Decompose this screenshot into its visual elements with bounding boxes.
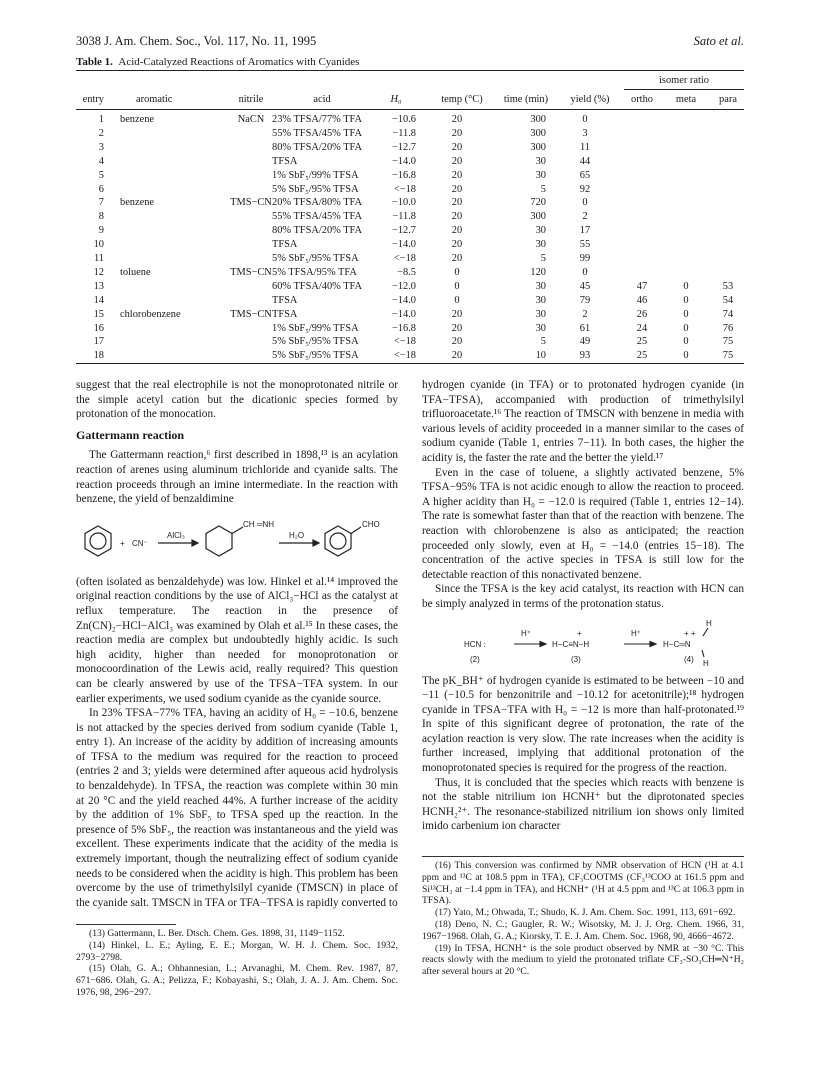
col-header-meta: meta bbox=[675, 94, 697, 105]
hcn-label: HCN : bbox=[464, 639, 486, 649]
bond-icon bbox=[351, 527, 361, 534]
entry-cell: 6 bbox=[98, 183, 104, 195]
entry-cell: 7 bbox=[98, 197, 104, 209]
col-header-nitrile: nitrile bbox=[238, 94, 264, 105]
yield-cell: 79 bbox=[579, 294, 591, 306]
h0-cell: −16.8 bbox=[391, 169, 416, 181]
time-cell: 30 bbox=[535, 239, 546, 251]
entry-cell: 1 bbox=[98, 114, 104, 125]
aromatic-cell: benzene bbox=[120, 114, 155, 125]
compound-number: (2) bbox=[470, 654, 480, 664]
yield-cell: 45 bbox=[579, 280, 591, 292]
proton-label: H⁺ bbox=[521, 628, 531, 638]
entry-cell: 11 bbox=[93, 253, 104, 264]
acid-cell: 20% TFSA/80% TFA bbox=[272, 197, 363, 209]
table-caption bbox=[76, 56, 359, 68]
footnote-rule bbox=[76, 924, 176, 925]
acid-cell: 5% TFSA/95% TFA bbox=[272, 266, 357, 278]
temp-cell: 20 bbox=[451, 253, 463, 264]
h0-cell: −8.5 bbox=[397, 266, 416, 278]
acid-cell: 1% SbF₅/99% TFSA bbox=[272, 169, 359, 181]
time-cell: 30 bbox=[535, 308, 546, 320]
h-atom-label: H bbox=[706, 618, 712, 628]
paragraph: Even in the case of toluene, a slightly activated benzene, 5% TFSA−95% TFA is not acidic enough to allow the reaction to proceed. A higher acidity than H₀ = −12.0 is required (Table 1, entries 12−14). The rate is somewhat faster than that of the reaction with benzene. The reaction with chlorobenzene is also as anticipated; the reaction proceeded only slowly, even at H₀ = −14.0 (entries 15−18). The concentration of the active species in TFSA is still low for the detectable reaction of this nonactivated benzene. bbox=[422, 466, 744, 581]
time-cell: 300 bbox=[530, 141, 546, 153]
proton-label: H⁺ bbox=[631, 628, 641, 638]
yield-cell: 17 bbox=[579, 225, 591, 237]
h0-cell: <−18 bbox=[393, 336, 416, 348]
para-cell: 74 bbox=[722, 308, 734, 320]
col-header-ortho: ortho bbox=[631, 94, 653, 105]
diprotonated-label: H−C═N bbox=[663, 639, 691, 649]
footnotes-left bbox=[76, 928, 398, 999]
temp-cell: 20 bbox=[451, 308, 463, 320]
time-cell: 10 bbox=[535, 350, 546, 362]
reaction-scheme-2 bbox=[422, 612, 744, 674]
temp-cell: 0 bbox=[454, 280, 460, 292]
yield-cell: 92 bbox=[579, 183, 591, 195]
time-cell: 5 bbox=[540, 336, 546, 348]
table-title: Acid-Catalyzed Reactions of Aromatics with Cyanides bbox=[118, 56, 360, 68]
entry-cell: 3 bbox=[98, 141, 104, 153]
footnote-rule bbox=[422, 856, 744, 857]
paragraph: (often isolated as benzaldehyde) was low. Hinkel et al.¹⁴ improved the original reaction conditions by the use of AlCl₃−HCl as the catalyst at reflux temperature. The reaction in the presence of Zn(CN)₂−HCl−AlCl₃ was examined by Olah et al.¹⁵ In these cases, the reaction media are complex but undoubtedly highly acidic. Is such high acidity, higher than needed for monoprotonation or monocoordination of the Lewis acid, really required? This question can be clearly answered by use of the TFSA−TFA system. In our earlier experiments, we used sodium cyanide as the cyanide source. bbox=[76, 575, 398, 705]
acid-cell: 80% TFSA/20% TFA bbox=[272, 225, 363, 237]
bond-icon bbox=[232, 527, 243, 534]
paragraph: In 23% TFSA−77% TFA, having an acidity of H₀ = −10.6, benzene is not attacked by the species derived from sodium cyanide (Table 1, entry 1). An increase of the acidity by addition of increasing amounts of TFSA to the medium was required for the reaction to proceed (entries 2 and 3; yields were determined after aqueous acid hydrolysis to benzaldehyde). In TFSA, the reaction was complete within 30 min at 20 °C and the yield reached 44%. A further increase of the acidity by the addition of 1% SbF₅ to TFSA sped up the reaction. In the presence of 5% SbF₅, the reaction was instantaneous and the yield was excellent. These experiments indicate that the acidity of the media is extremely important, though the neutralizing effect of sodium cyanide needs to be considered when the acidity is high. This problem has been overcome by the use of trimethylsilyl cyanide (TMSCN) in place of the cyanide salt. TMSCN in TFA or TFA−TFSA is rapidly converted to bbox=[76, 707, 398, 909]
temp-cell: 20 bbox=[451, 225, 463, 237]
temp-cell: 20 bbox=[451, 336, 463, 348]
table-row bbox=[76, 225, 744, 236]
h0-cell: <−18 bbox=[393, 183, 416, 195]
yield-cell: 99 bbox=[579, 253, 591, 264]
acid-cell: TFSA bbox=[272, 155, 298, 167]
acid-cell: 23% TFSA/77% TFA bbox=[272, 114, 363, 125]
time-cell: 30 bbox=[535, 322, 546, 334]
col-header-temp: temp (°C) bbox=[441, 94, 483, 105]
entry-cell: 14 bbox=[93, 294, 104, 306]
meta-cell: 0 bbox=[683, 308, 689, 320]
reagent-alcl3: AlCl₃ bbox=[167, 530, 185, 540]
temp-cell: 0 bbox=[454, 294, 460, 306]
table-row bbox=[76, 253, 744, 264]
acid-cell: 60% TFSA/40% TFA bbox=[272, 280, 363, 292]
table-bottom-rule bbox=[76, 363, 744, 364]
table-row bbox=[76, 184, 744, 195]
meta-cell: 0 bbox=[683, 294, 689, 306]
acid-cell: 55% TFSA/45% TFA bbox=[272, 211, 363, 223]
entry-cell: 17 bbox=[93, 336, 104, 348]
temp-cell: 20 bbox=[451, 322, 463, 334]
plus-sign: + bbox=[120, 538, 125, 548]
paragraph: hydrogen cyanide (in TFA) or to protonated hydrogen cyanide (in TFA−TFSA), accompanied with production of trimethylsilyl trifluoroacetate.¹⁶ The reaction of TMSCN with benzene in media with various levels of acidity proceeded in a manner similar to the cases of sodium cyanide (Table 1, entries 7−11). In both cases, the higher the acidity is, the faster the rate and the better the yield.¹⁷ bbox=[422, 379, 744, 464]
table-row bbox=[76, 267, 744, 278]
temp-cell: 20 bbox=[451, 155, 463, 167]
footnote: (16) This conversion was confirmed by NMR observation of HCN (¹H at 4.1 ppm and ¹³C at 108.5 ppm in TFA), CF₃COOTMS (CF₃¹³COO at 161.5 ppm and Si¹³CH₃ at −1.4 ppm in TFA), and HCNH⁺ (¹H at 4.5 ppm and ¹³C at 106.3 ppm in TFSA). bbox=[422, 860, 744, 907]
col-header-aromatic: aromatic bbox=[136, 94, 173, 105]
charge-label: + bbox=[577, 628, 582, 638]
h0-cell: −12.7 bbox=[391, 225, 416, 237]
ortho-cell: 47 bbox=[636, 280, 648, 292]
meta-cell: 0 bbox=[683, 350, 689, 362]
arrow-head-icon bbox=[650, 641, 656, 646]
paragraph: Thus, it is concluded that the species which reacts with benzene is not the stable nitrilium ion HCNH⁺ but the diprotonated species HCNH₂²⁺. The resonance-stabilized nitrilium ion shows only limited imido carbenium ion character bbox=[422, 776, 744, 833]
yield-cell: 49 bbox=[579, 336, 591, 348]
time-cell: 30 bbox=[535, 225, 546, 237]
aromatic-circle-icon bbox=[90, 533, 106, 549]
temp-cell: 20 bbox=[451, 197, 463, 209]
para-cell: 75 bbox=[722, 336, 734, 348]
nitrile-cell: TMS−CN bbox=[230, 308, 272, 320]
entry-cell: 8 bbox=[98, 211, 104, 223]
table-row bbox=[76, 336, 744, 347]
compound-number: (4) bbox=[684, 654, 694, 664]
yield-cell: 0 bbox=[582, 114, 588, 125]
col-header-entry: entry bbox=[82, 94, 104, 105]
entry-cell: 13 bbox=[93, 280, 104, 292]
nitrile-cell: TMS−CN bbox=[230, 266, 272, 278]
h0-cell: −11.8 bbox=[392, 211, 416, 223]
yield-cell: 3 bbox=[582, 127, 588, 139]
entry-cell: 12 bbox=[93, 266, 104, 278]
footnote: (18) Deno, N. C.; Gaugler, R. W.; Wisotsky, M. J. J. Org. Chem. 1966, 31, 1967−1968. Olah, G. A.; Kiorsky, T. E. J. Am. Chem. Soc. 1968, 90, 4666−4672. bbox=[422, 918, 744, 942]
yield-cell: 44 bbox=[579, 155, 591, 167]
paragraph: Since the TFSA is the key acid catalyst, its reaction with HCN can be simply analyzed in terms of the protonation status. bbox=[422, 583, 744, 610]
temp-cell: 20 bbox=[451, 141, 463, 153]
footnote: (19) In TFSA, HCNH⁺ is the sole product observed by NMR at −30 °C. This reacts slowly with the medium to yield the protonated triflate CF₃-SO₃CH═N⁺H₂ after several hours at 20 °C. bbox=[422, 942, 744, 978]
aromatic-circle-icon bbox=[330, 533, 346, 549]
time-cell: 5 bbox=[540, 183, 546, 195]
table-row bbox=[76, 281, 744, 292]
imine-group: CH ═NH bbox=[243, 519, 274, 529]
temp-cell: 20 bbox=[451, 239, 463, 251]
para-cell: 75 bbox=[722, 350, 734, 362]
time-cell: 5 bbox=[540, 253, 546, 264]
col-header-yield: yield (%) bbox=[570, 94, 610, 105]
h0-cell: −14.0 bbox=[391, 239, 416, 251]
table-row bbox=[76, 239, 744, 250]
author-line: Sato et al. bbox=[693, 34, 744, 48]
table-row bbox=[76, 323, 744, 334]
section-heading: Gattermann reaction bbox=[76, 427, 185, 442]
paragraph: suggest that the real electrophile is not the monoprotonated nitrile or the simple acetyl cation but the dicationic species formed by protonation of the monocation. bbox=[76, 379, 398, 421]
footnotes-right bbox=[422, 860, 744, 978]
h0-cell: −10.6 bbox=[391, 114, 416, 125]
h0-cell: −14.0 bbox=[391, 155, 416, 167]
footnote: (14) Hinkel, L. E.; Ayling, E. E.; Morgan, W. H. J. Chem. Soc. 1932, 2793−2798. bbox=[76, 939, 398, 963]
h0-cell: −14.0 bbox=[391, 308, 416, 320]
table-row bbox=[76, 170, 744, 181]
reagent-water: H₂O bbox=[289, 530, 305, 540]
time-cell: 30 bbox=[535, 280, 546, 292]
acid-cell: 1% SbF₅/99% TFSA bbox=[272, 322, 359, 334]
nitrile-cell: NaCN bbox=[237, 114, 265, 125]
yield-cell: 93 bbox=[579, 350, 591, 362]
table-row bbox=[76, 156, 744, 167]
h0-cell: −14.0 bbox=[391, 294, 416, 306]
table-row bbox=[76, 142, 744, 153]
yield-cell: 55 bbox=[579, 239, 591, 251]
acid-cell: TFSA bbox=[272, 308, 298, 320]
h0-cell: <−18 bbox=[393, 253, 416, 264]
footnote: (17) Yato, M.; Ohwada, T.; Shudo, K. J. Am. Chem. Soc. 1991, 113, 691−692. bbox=[435, 907, 736, 919]
yield-cell: 2 bbox=[582, 308, 588, 320]
temp-cell: 20 bbox=[451, 127, 463, 139]
ortho-cell: 25 bbox=[636, 336, 648, 348]
meta-cell: 0 bbox=[683, 336, 689, 348]
h0-cell: <−18 bbox=[393, 350, 416, 362]
col-header-para: para bbox=[719, 94, 737, 105]
time-cell: 300 bbox=[530, 114, 546, 125]
yield-cell: 11 bbox=[579, 141, 590, 153]
entry-cell: 2 bbox=[98, 127, 104, 139]
acid-cell: 55% TFSA/45% TFA bbox=[272, 127, 363, 139]
h-atom-label: H bbox=[703, 658, 709, 668]
protonation-scheme bbox=[422, 612, 744, 674]
entry-cell: 9 bbox=[98, 225, 104, 237]
h0-cell: −11.8 bbox=[392, 127, 416, 139]
arrow-head-icon bbox=[313, 540, 319, 546]
nitrilium-label: H−C≡N−H bbox=[552, 639, 590, 649]
footnote: (13) Gattermann, L. Ber. Dtsch. Chem. Ges. 1898, 31, 1149−1152. bbox=[89, 928, 345, 939]
table-top-rule bbox=[76, 70, 744, 71]
ortho-cell: 24 bbox=[636, 322, 648, 334]
arrow-head-icon bbox=[192, 540, 198, 546]
compound-number: (3) bbox=[571, 654, 581, 664]
col-header-h0: H₀ bbox=[390, 94, 402, 105]
paragraph: The pK_BH⁺ of hydrogen cyanide is estimated to be between −10 and −11 (−10.5 for benzonitrile and −10.12 for acetonitrile);¹⁸ hydrogen cyanide in TFSA−TFA with H₀ = −12 is more than half-protonated.¹⁹ In spite of this significant degree of protonation, the rate of the acylation reaction is very slow. The rate increases when the acidity is further increased, implying that additional protonation of the monoprotonated species is required for the progress of the reaction. bbox=[422, 674, 744, 775]
h0-cell: −10.0 bbox=[391, 197, 416, 209]
time-cell: 30 bbox=[535, 155, 546, 167]
benzaldimine-ring-icon bbox=[206, 526, 232, 556]
entry-cell: 5 bbox=[98, 169, 104, 181]
entry-cell: 10 bbox=[93, 239, 104, 251]
ortho-cell: 26 bbox=[636, 308, 648, 320]
bond-icon bbox=[703, 628, 708, 636]
benzene-ring-icon bbox=[85, 526, 111, 556]
yield-cell: 0 bbox=[582, 266, 588, 278]
running-head bbox=[76, 34, 744, 52]
acid-cell: 5% SbF₅/95% TFSA bbox=[272, 350, 359, 362]
col-header-acid: acid bbox=[313, 94, 331, 105]
entry-cell: 18 bbox=[93, 350, 104, 362]
benzaldehyde-ring-icon bbox=[325, 526, 351, 556]
time-cell: 30 bbox=[535, 294, 546, 306]
acid-cell: 5% SbF₅/95% TFSA bbox=[272, 336, 359, 348]
table-label: Table 1. bbox=[76, 56, 113, 68]
para-cell: 53 bbox=[722, 280, 734, 292]
table-row bbox=[76, 309, 744, 320]
aromatic-cell: chlorobenzene bbox=[120, 308, 181, 320]
temp-cell: 20 bbox=[451, 183, 463, 195]
acid-cell: 5% SbF₅/95% TFSA bbox=[272, 183, 359, 195]
journal-citation: 3038 J. Am. Chem. Soc., Vol. 117, No. 11, 1995 bbox=[76, 34, 317, 48]
aromatic-cell: benzene bbox=[120, 197, 155, 209]
cyanide-label: CN⁻ bbox=[132, 538, 148, 548]
table-row bbox=[76, 128, 744, 139]
isomer-ratio-rule bbox=[624, 89, 744, 90]
acid-cell: TFSA bbox=[272, 239, 298, 251]
yield-cell: 65 bbox=[579, 169, 591, 181]
para-cell: 54 bbox=[722, 294, 734, 306]
table-row bbox=[76, 295, 744, 306]
nitrile-cell: TMS−CN bbox=[230, 197, 272, 209]
isomer-ratio-header: isomer ratio bbox=[659, 75, 709, 86]
h0-cell: −12.0 bbox=[391, 280, 416, 292]
h0-cell: −16.8 bbox=[391, 322, 416, 334]
meta-cell: 0 bbox=[683, 322, 689, 334]
temp-cell: 20 bbox=[451, 169, 463, 181]
table-row bbox=[76, 197, 744, 208]
entry-cell: 4 bbox=[98, 155, 104, 167]
charge-label: + + bbox=[684, 628, 696, 638]
acid-cell: 80% TFSA/20% TFA bbox=[272, 141, 363, 153]
time-cell: 120 bbox=[530, 266, 546, 278]
ortho-cell: 46 bbox=[636, 294, 648, 306]
yield-cell: 0 bbox=[582, 197, 588, 209]
aromatic-cell: toluene bbox=[120, 266, 151, 278]
temp-cell: 20 bbox=[451, 350, 463, 362]
col-header-time: time (min) bbox=[503, 94, 549, 105]
table-header-rule bbox=[76, 109, 744, 110]
table-row bbox=[76, 114, 744, 125]
paragraph: The Gattermann reaction,⁶ first described in 1898,¹³ is an acylation reaction of arenes using aluminum trichloride and cyanide salts. The reaction proceeds through an imine intermediate. In the reaction with benzene, the yield of benzaldimine bbox=[76, 449, 398, 506]
entry-cell: 16 bbox=[93, 322, 104, 334]
bond-icon bbox=[702, 650, 704, 657]
para-cell: 76 bbox=[722, 322, 734, 334]
arrow-head-icon bbox=[540, 641, 546, 646]
reaction-scheme-1 bbox=[76, 507, 398, 575]
table-row bbox=[76, 211, 744, 222]
temp-cell: 0 bbox=[454, 266, 460, 278]
acid-cell: 5% SbF₅/95% TFSA bbox=[272, 253, 359, 264]
meta-cell: 0 bbox=[683, 280, 689, 292]
h0-cell: −12.7 bbox=[391, 141, 416, 153]
temp-cell: 20 bbox=[451, 114, 463, 125]
yield-cell: 61 bbox=[579, 322, 591, 334]
right-column bbox=[422, 378, 744, 834]
acid-cell: TFSA bbox=[272, 294, 298, 306]
time-cell: 300 bbox=[530, 127, 546, 139]
table-row bbox=[76, 350, 744, 361]
yield-cell: 2 bbox=[582, 211, 588, 223]
ortho-cell: 25 bbox=[636, 350, 648, 362]
aldehyde-group: CHO bbox=[362, 519, 380, 529]
footnote: (15) Olah, G. A.; Ohhannesian, L.; Arvanaghi, M. Chem. Rev. 1987, 87, 671−686. Olah, G. A.; Pelizza, F.; Kobayashi, S.; Olah, J. A. J. Am. Chem. Soc. 1976, 98, 296−297. bbox=[76, 963, 398, 998]
time-cell: 300 bbox=[530, 211, 546, 223]
temp-cell: 20 bbox=[451, 211, 463, 223]
time-cell: 720 bbox=[530, 197, 546, 209]
entry-cell: 15 bbox=[93, 308, 104, 320]
time-cell: 30 bbox=[535, 169, 546, 181]
left-column bbox=[76, 378, 398, 910]
gattermann-scheme bbox=[76, 507, 398, 575]
